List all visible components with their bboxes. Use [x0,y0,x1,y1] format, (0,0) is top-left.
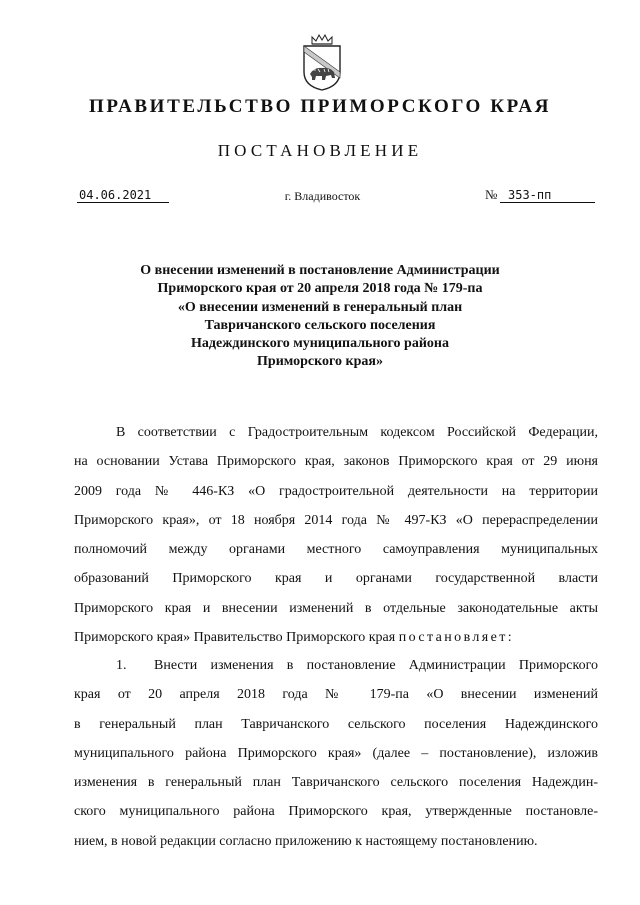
body-line: Приморского края и внесении изменений в отдельные законодательные акты [74,600,598,616]
subject-line: Приморского края от 20 апреля 2018 года № 179-па [157,281,483,297]
body-line: 2009 года № 446-КЗ «О градостроительной деятельности на территории [74,483,598,499]
body-line: края от 20 апреля 2018 года № 179-па «О внесении изменений [74,687,598,703]
body-line: муниципального района Приморского края» (далее – постановление), изложив [74,745,598,761]
subject-line: Тавричанского сельского поселения [204,317,436,333]
body-line-last [74,625,598,654]
body-line: в генеральный план Тавричанского сельского поселения Надеждинского [74,716,598,732]
document-type: ПОСТАНОВЛЕНИЕ [217,141,423,160]
document-subject [80,262,560,372]
document-date: 04.06.2021 [77,188,169,203]
item-text: Внести изменения в постановление Администрации Приморского [154,658,598,673]
paragraph-preamble [74,420,598,654]
subject-line: Приморского края» [257,354,383,370]
body-line-text: Приморского края» Правительство Приморского края [74,630,399,646]
body-line: Приморского края», от 18 ноября 2014 года № 497-КЗ «О перераспределении [74,512,598,528]
body-line: ского муниципального района Приморского края, утвержденные постановле- [74,804,598,820]
body-line: В соответствии с Градостроительным кодексом Российской Федерации, [116,425,598,440]
body-line: образований Приморского края и органами государственной власти [74,571,598,587]
body-line: полномочий между органами местного самоуправления муниципальных [74,542,598,558]
document-city: г. Владивосток [284,189,361,203]
body-line [74,653,598,682]
subject-line: О внесении изменений в постановление Администрации [140,263,500,278]
resolves-word: постановляет: [398,630,515,646]
subject-line: «О внесении изменений в генеральный план [177,299,463,315]
body-line-last: нием, в новой редакции согласно приложению к настоящему постановлению. [74,833,538,849]
subject-line: Надеждинского муниципального района [191,336,449,352]
body-line: изменения в генеральный план Тавричанского сельского поселения Надеждин- [74,775,598,791]
government-title: ПРАВИТЕЛЬСТВО ПРИМОРСКОГО КРАЯ [88,96,552,117]
body-line: на основании Устава Приморского края, законов Приморского края от 29 июня [74,454,598,470]
paragraph-item-1 [74,653,598,858]
document-number: 353-пп [500,188,595,203]
item-number: 1. [116,658,127,673]
coat-of-arms-icon [298,34,346,92]
number-sign: № [485,187,498,202]
